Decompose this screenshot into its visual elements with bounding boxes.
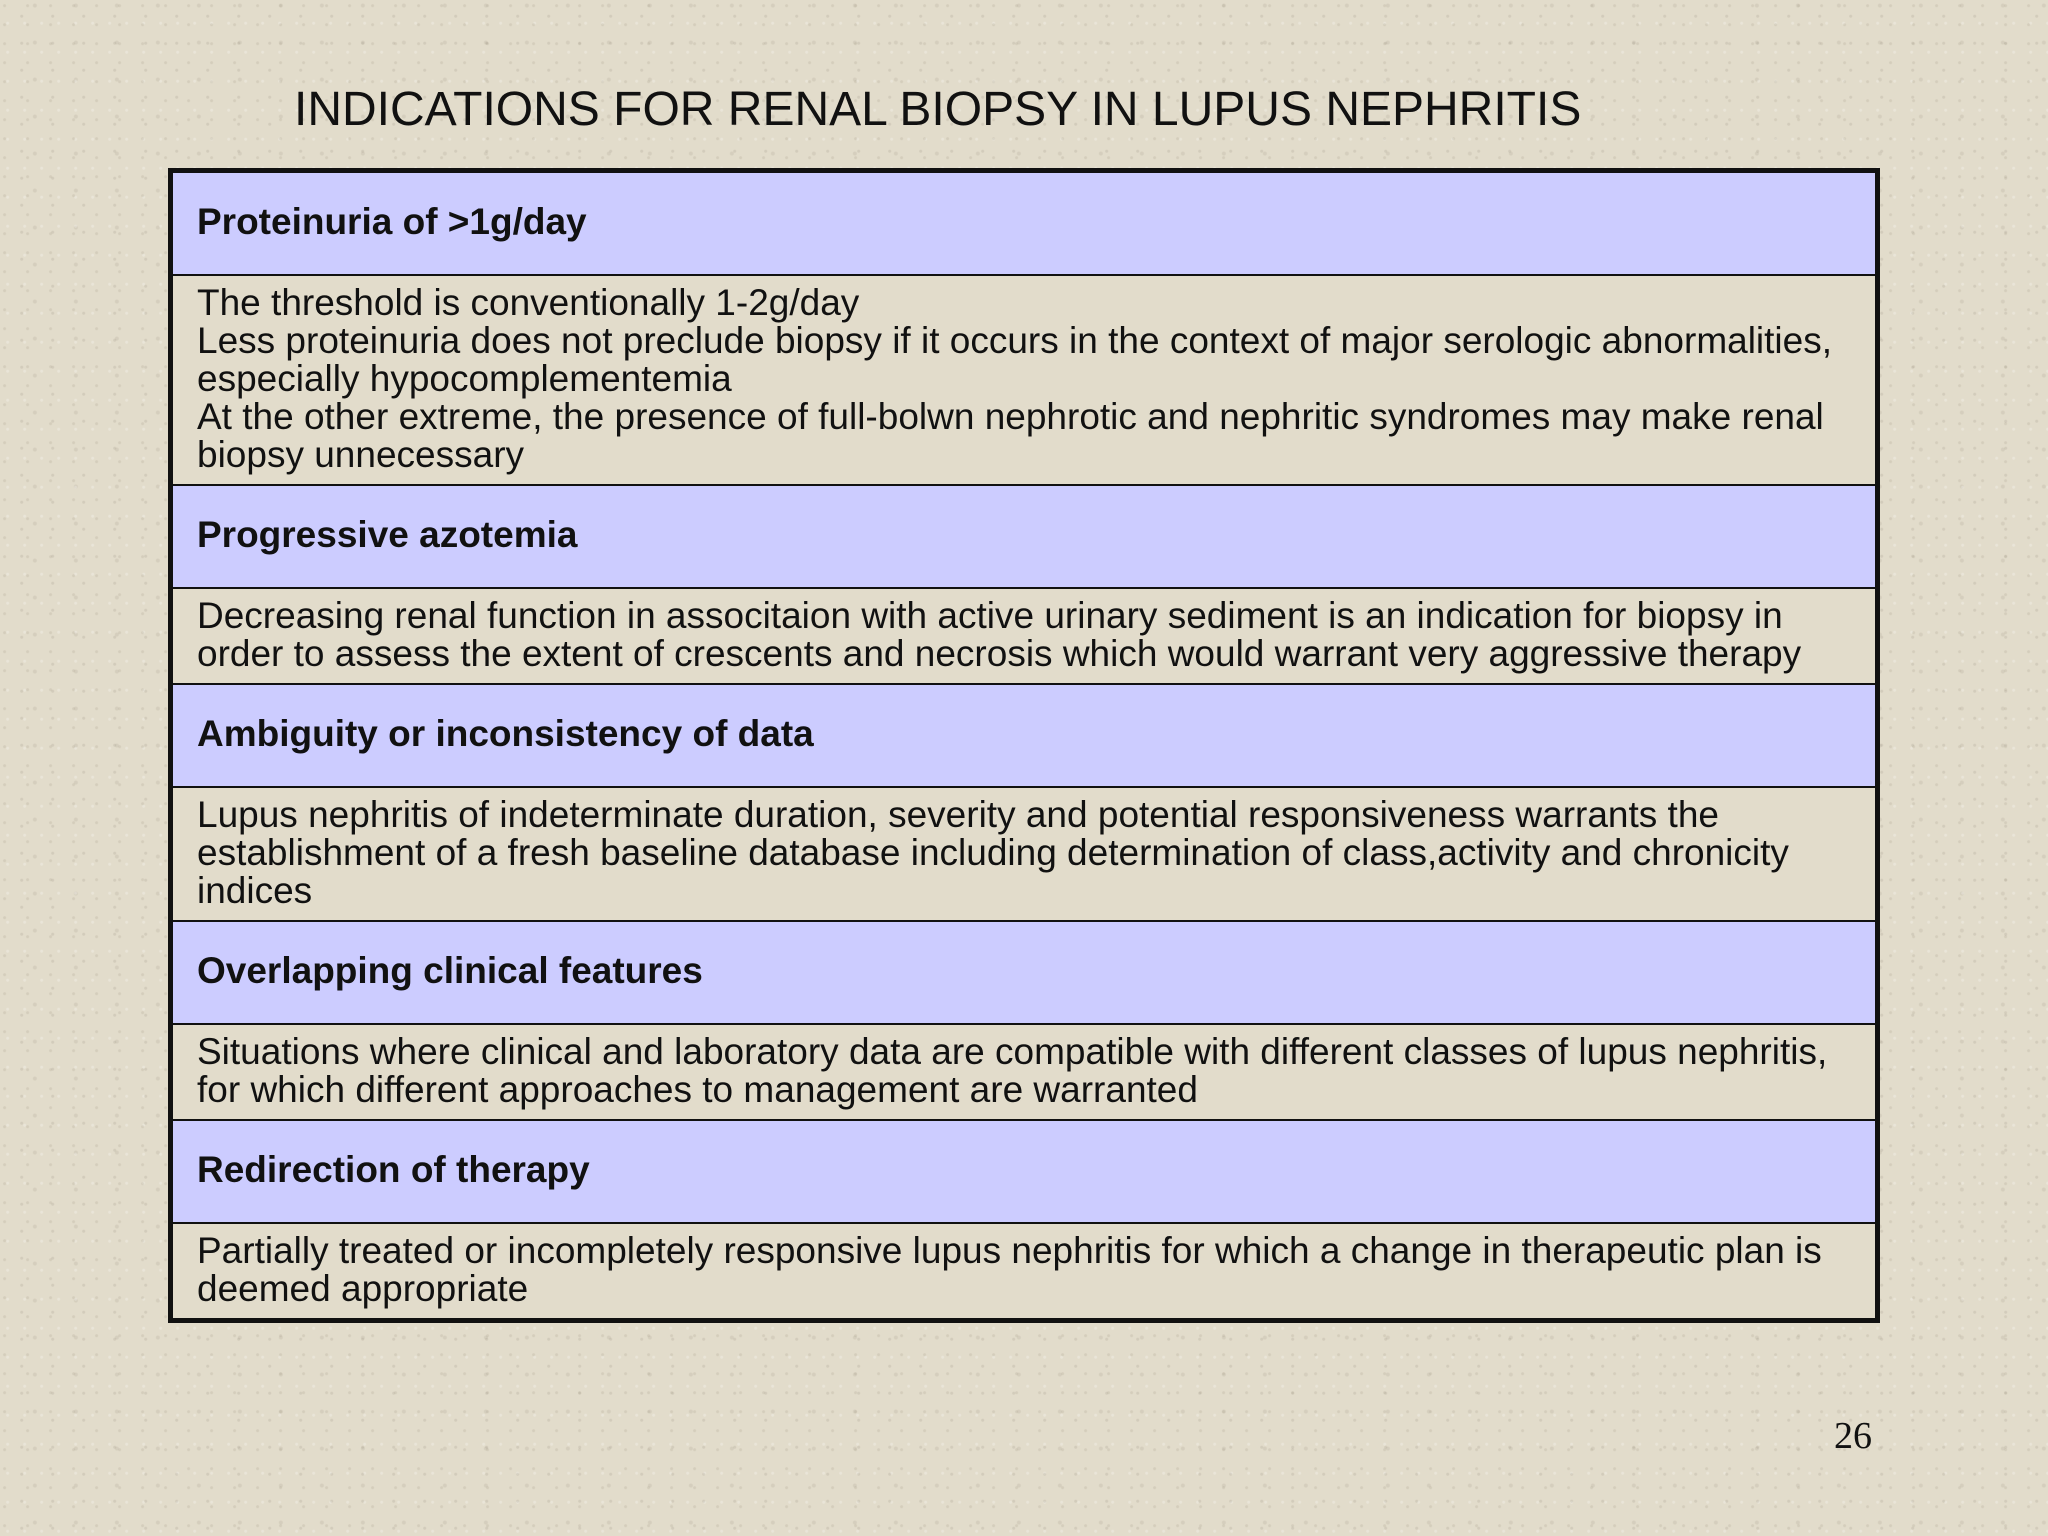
section-heading-text: Proteinuria of >1g/day [197, 200, 587, 242]
body-line: Situations where clinical and laboratory data are compatible with different classes of lupus nephritis, for which different approaches to management are warranted [197, 1031, 1828, 1110]
body-line: The threshold is conventionally 1-2g/day [197, 282, 860, 323]
body-line: Decreasing renal function in associtaion with active urinary sediment is an indication for biopsy in order to assess the extent of crescents and necrosis which would warrant very aggressive therapy [197, 595, 1802, 674]
section-heading-text: Redirection of therapy [197, 1148, 590, 1190]
section-heading-redirection [173, 1121, 1875, 1224]
body-line: Less proteinuria does not preclude biopsy if it occurs in the context of major serologic abnormalities, especially hypocomplementemia [197, 320, 1833, 399]
section-body-proteinuria [173, 276, 1875, 486]
section-heading-ambiguity [173, 685, 1875, 788]
page-number: 26 [1834, 1415, 1872, 1457]
section-heading-text: Ambiguity or inconsistency of data [197, 712, 814, 754]
indications-table [168, 168, 1880, 1323]
section-heading-text: Overlapping clinical features [197, 949, 703, 991]
section-heading-overlapping [173, 922, 1875, 1025]
body-line: At the other extreme, the presence of full-bolwn nephrotic and nephritic syndromes may make renal biopsy unnecessary [197, 396, 1824, 475]
section-heading-text: Progressive azotemia [197, 513, 578, 555]
section-body-overlapping [173, 1025, 1875, 1121]
section-body-ambiguity [173, 788, 1875, 922]
section-body-redirection [173, 1224, 1875, 1318]
body-line: Partially treated or incompletely responsive lupus nephritis for which a change in therapeutic plan is deemed appropriate [197, 1230, 1822, 1309]
section-heading-azotemia [173, 486, 1875, 589]
slide-title: INDICATIONS FOR RENAL BIOPSY IN LUPUS NEPHRITIS [294, 83, 1582, 136]
body-line: Lupus nephritis of indeterminate duration, severity and potential responsiveness warrants the establishment of a fresh baseline database including determination of class,activity and chronicity indices [197, 794, 1789, 911]
section-heading-proteinuria [173, 173, 1875, 276]
section-body-azotemia [173, 589, 1875, 685]
